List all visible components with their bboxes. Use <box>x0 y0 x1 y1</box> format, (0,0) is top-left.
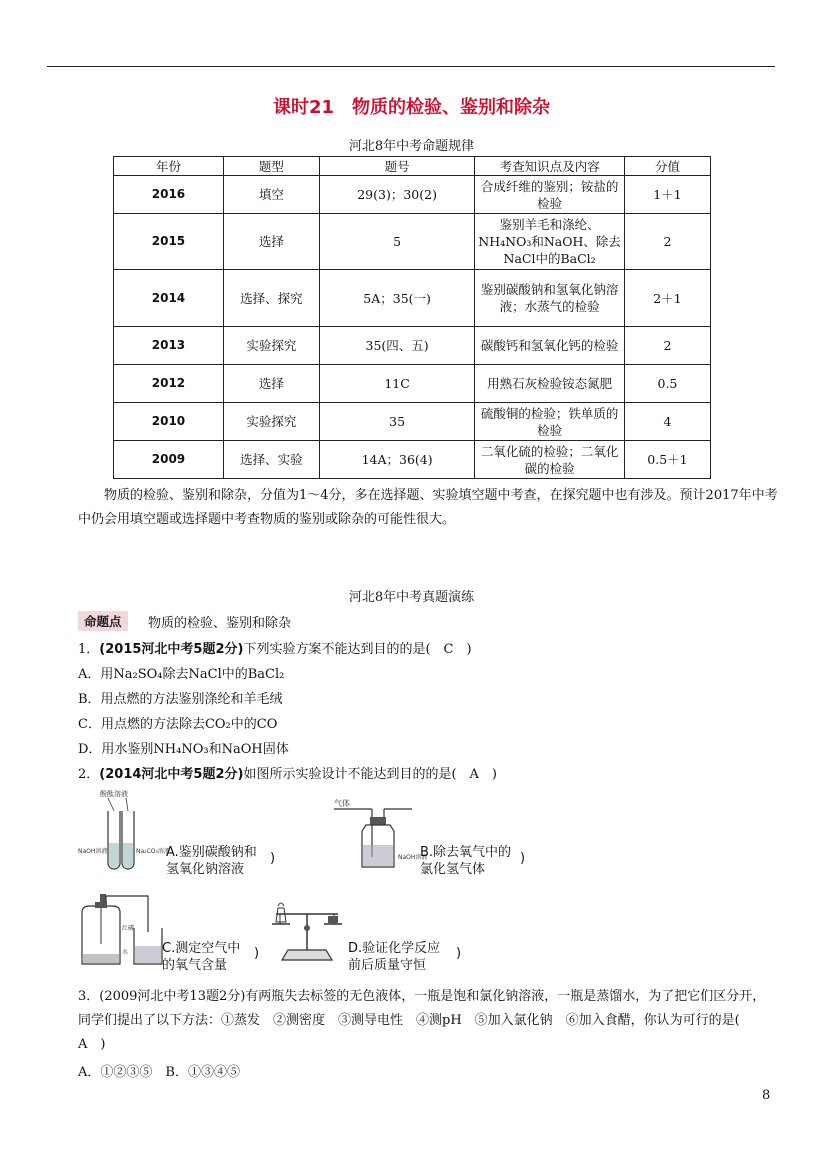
cell-score: 2 <box>624 214 710 270</box>
table-header-row <box>114 157 711 176</box>
cell-type: 实验探究 <box>223 403 319 441</box>
red-phosphorus-label: 红磷 <box>122 925 135 932</box>
figure-b-gas-bottle <box>332 797 428 872</box>
q1-option-c: C．用点燃的方法除去CO₂中的CO <box>78 717 278 732</box>
figure-b-label-line2: 氯化氢气体 <box>420 862 486 877</box>
q1-text: 下列实验方案不能达到目的的是( C ) <box>243 642 472 657</box>
q1-stem <box>78 638 472 657</box>
q2-source: (2014河北中考5题2分) <box>99 767 244 782</box>
figure-b-label <box>420 844 511 878</box>
figure-d-label-line2: 前后质量守恒 <box>348 958 427 973</box>
figure-c-label-line1: C.测定空气中 <box>162 941 241 956</box>
naoh-solution-label: NaOH溶液 <box>78 848 108 855</box>
cell-year: 2012 <box>114 365 224 403</box>
cell-year: 2015 <box>114 214 224 270</box>
cell-score: 0.5＋1 <box>624 441 710 479</box>
cell-year: 2014 <box>114 270 224 327</box>
cell-content: 碳酸钙和氢氧化钙的检验 <box>475 327 625 365</box>
cell-content: 二氧化硫的检验；二氧化碳的检验 <box>475 441 625 479</box>
figure-a-label-line2: 氢氧化钠溶液 <box>166 862 245 877</box>
figure-b-label-line1: B.除去氧气中的 <box>420 845 512 860</box>
cell-number: 11C <box>319 365 474 403</box>
cell-content: 鉴别碳酸钠和氢氧化钠溶液；水蒸气的检验 <box>475 270 625 327</box>
cell-number: 14A；36(4) <box>319 441 474 479</box>
col-score: 分值 <box>624 157 710 176</box>
figure-c-label-line2: 的氧气含量 <box>162 958 228 973</box>
cell-year: 2010 <box>114 403 224 441</box>
figure-d-paren: ) <box>456 946 462 961</box>
cell-type: 选择 <box>223 365 319 403</box>
cell-number: 5 <box>319 214 474 270</box>
topic-badge: 命题点 <box>78 611 128 631</box>
q2-stem <box>78 763 497 782</box>
badge-topic: 物质的检验、鉴别和除杂 <box>148 616 292 631</box>
summary-paragraph: 物质的检验、鉴别和除杂，分值为1～4分，多在选择题、实验填空题中考查，在探究题中也有涉及。预计2017年中考中仍会用填空题或选择题中考查物质的鉴别或除杂的可能性很大。 <box>78 488 778 527</box>
figure-a-test-tubes <box>78 787 170 879</box>
page-number: 8 <box>762 1088 771 1103</box>
cell-type: 选择 <box>223 214 319 270</box>
figure-a-label <box>166 844 257 878</box>
q2-text: 如图所示实验设计不能达到目的的是( A ) <box>243 767 497 782</box>
cell-content: 鉴别羊毛和涤纶、NH₄NO₃和NaOH、除去NaCl中的BaCl₂ <box>475 214 625 270</box>
cell-content: 合成纤维的鉴别；铵盐的检验 <box>475 176 625 214</box>
q2-num: 2． <box>78 767 100 782</box>
cell-score: 0.5 <box>624 365 710 403</box>
col-number: 题号 <box>319 157 474 176</box>
cell-year: 2013 <box>114 327 224 365</box>
table-row <box>114 214 711 270</box>
gas-label: 气体 <box>334 799 350 808</box>
cell-type: 选择、探究 <box>223 270 319 327</box>
cell-number: 29(3)；30(2) <box>319 176 474 214</box>
exam-pattern-table <box>113 156 711 479</box>
q1-option-b: B．用点燃的方法鉴别涤纶和羊毛绒 <box>78 692 283 707</box>
section-caption: 河北8年中考真题演练 <box>348 590 475 605</box>
figure-c-label <box>162 940 240 974</box>
figure-d-balance <box>268 900 346 966</box>
q1-option-a: A．用Na₂SO₄除去NaCl中的BaCl₂ <box>78 667 285 682</box>
cell-number: 35 <box>319 403 474 441</box>
figure-a-label-line1: A.鉴别碳酸钠和 <box>166 845 257 860</box>
q1-option-d: D．用水鉴别NH₄NO₃和NaOH固体 <box>78 742 289 757</box>
cell-year: 2016 <box>114 176 224 214</box>
figure-d-label <box>348 940 440 974</box>
cell-score: 2＋1 <box>624 270 710 327</box>
table-row <box>114 176 711 214</box>
figure-a-paren: ) <box>270 851 276 866</box>
cell-number: 35(四、五) <box>319 327 474 365</box>
table-row <box>114 270 711 327</box>
na2co3-solution-label: Na₂CO₃溶液 <box>136 848 170 855</box>
figure-d-label-line1: D.验证化学反应 <box>348 941 441 956</box>
col-content: 考查知识点及内容 <box>475 157 625 176</box>
q3-stem: 3．(2009河北中考13题2分)有两瓶失去标签的无色液体，一瓶是饱和氯化钠溶液，一瓶是蒸馏水，为了把它们区分开，同学们提出了以下方法：①蒸发 ②测密度 ③测导电性 ④测pH ⑤加入氯化钠 ⑥加入食醋，你认为可行的是( A ) <box>78 989 766 1052</box>
naoh-solution2-label: NaOH溶液 <box>398 854 428 861</box>
figure-c-oxygen-apparatus <box>76 892 166 970</box>
figure-c-paren: ) <box>254 946 260 961</box>
cell-type: 填空 <box>223 176 319 214</box>
cell-content: 用熟石灰检验铵态氮肥 <box>475 365 625 403</box>
page-title: 课时21 物质的检验、鉴别和除杂 <box>272 97 551 118</box>
table-caption: 河北8年中考命题规律 <box>348 139 475 154</box>
table-row <box>114 365 711 403</box>
cell-number: 5A；35(一) <box>319 270 474 327</box>
cell-content: 硫酸铜的检验；铁单质的检验 <box>475 403 625 441</box>
phenol-label: 酚酞溶液 <box>100 790 128 798</box>
cell-year: 2009 <box>114 441 224 479</box>
header-rule <box>47 66 775 67</box>
q1-num: 1． <box>78 642 100 657</box>
table-row <box>114 441 711 479</box>
table-row <box>114 403 711 441</box>
table-row <box>114 327 711 365</box>
col-year: 年份 <box>114 157 224 176</box>
col-type: 题型 <box>223 157 319 176</box>
cell-score: 2 <box>624 327 710 365</box>
cell-score: 4 <box>624 403 710 441</box>
q3-options: A．①②③⑤ B．①③④⑤ <box>78 1065 240 1080</box>
q1-source: (2015河北中考5题2分) <box>99 642 244 657</box>
cell-type: 实验探究 <box>223 327 319 365</box>
cell-score: 1＋1 <box>624 176 710 214</box>
water-label: 水 <box>122 949 129 956</box>
figure-b-paren: ) <box>520 851 526 866</box>
cell-type: 选择、实验 <box>223 441 319 479</box>
